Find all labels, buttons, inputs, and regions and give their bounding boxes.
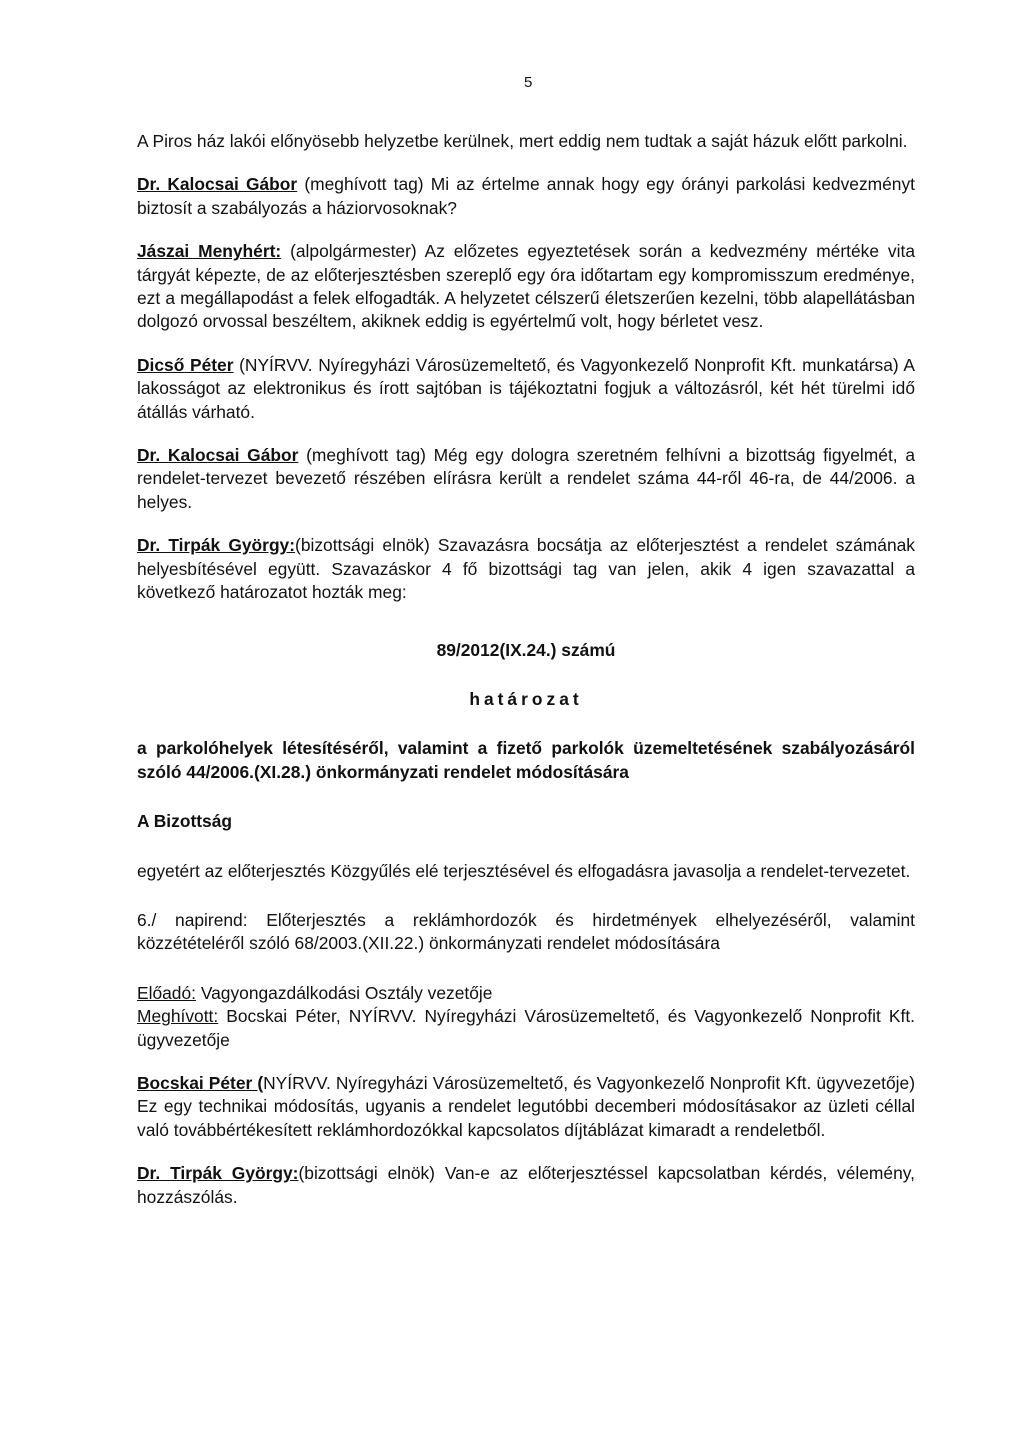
- speech-text: (NYÍRVV. Nyíregyházi Városüzemeltető, és Vagyonkezelő Nonprofit Kft. munkatársa) A lakosságot az elektronikus és írott sajtóban is tájékoztatni fogjuk a változásról, két hét türelmi idő átállás várható.: [137, 354, 915, 422]
- paragraph-tirpak-vote: [137, 534, 915, 604]
- committee-heading: A Bizottság: [137, 811, 233, 832]
- speech-text: (alpolgármester) Az előzetes egyeztetések során a kedvezmény mértéke vita tárgyát képezte, de az előterjesztésben szereplő egy óra időtartam egy kompromisszum eredménye, ezt a megállapodást a felek elfogadták. A helyzetet célszerű életszerűen kezelni, több alapellátásban dolgozó orvossal beszéltem, akiknek eddig is egyértelmű volt, hogy bérletet vesz.: [137, 241, 915, 332]
- speaker-name: Dr. Tirpák György:: [137, 1163, 299, 1184]
- speech-text: (bizottsági elnök) Szavazásra bocsátja az előterjesztést a rendelet számának helyesbítésével együtt. Szavazáskor 4 fő bizottsági tag van jelen, akik 4 igen szavazattal a következő határozatot hozták meg:: [137, 535, 915, 603]
- page-number: 5: [524, 74, 533, 91]
- agenda-item: 6./ napirend: Előterjesztés a reklámhordozók és hirdetmények elhelyezéséről, valamint közzétételéről szóló 68/2003.(XII.22.) önkormányzati rendelet módosítására: [137, 909, 915, 954]
- invited-label: Meghívott:: [137, 1006, 219, 1027]
- resolution-number: 89/2012(IX.24.) számú: [436, 639, 616, 660]
- committee-decision: egyetért az előterjesztés Közgyűlés elé terjesztésével és elfogadásra javasolja a rendelet-tervezetet.: [137, 860, 911, 881]
- speaker-name: Dr. Kalocsai Gábor: [137, 445, 299, 466]
- resolution-title: a parkolóhelyek létesítéséről, valamint a fizető parkolók üzemeltetésének szabályozásáról szóló 44/2006.(XI.28.) önkormányzati rendelet módosítására: [137, 738, 915, 782]
- speech-text: (bizottsági elnök) Van-e az előterjesztéssel kapcsolatban kérdés, vélemény, hozzászólás.: [137, 1163, 915, 1207]
- presenter-block: [137, 982, 915, 1052]
- speaker-name: Jászai Menyhért:: [137, 241, 282, 262]
- speaker-name: Dr. Tirpák György:: [137, 535, 296, 556]
- paragraph-kalocsai-question: [137, 173, 915, 220]
- speaker-name: Dr. Kalocsai Gábor: [137, 174, 298, 195]
- speech-text: (meghívott tag) Még egy dologra szeretném felhívni a bizottság figyelmét, a rendelet-tervezet bevezető részében elírásra került a rendelet száma 44-ről 46-ra, de 44/2006. a helyes.: [137, 445, 915, 512]
- paragraph-tirpak-question: [137, 1162, 915, 1209]
- paragraph-intro: A Piros ház lakói előnyösebb helyzetbe kerülnek, mert eddig nem tudtak a saját házuk előtt parkolni.: [137, 131, 908, 151]
- presenter-label: Előadó:: [137, 982, 196, 1003]
- speech-text: NYÍRVV. Nyíregyházi Városüzemeltető, és Vagyonkezelő Nonprofit Kft. ügyvezetője) Ez egy technikai módosítás, ugyanis a rendelet legutóbbi decemberi módosításakor az üzleti céllal való továbbértékesített reklámhordozókkal kapcsolatos díjtáblázat kimaradt a rendeletből.: [137, 1072, 915, 1140]
- paragraph-bocskai: [137, 1072, 915, 1142]
- resolution-heading: határozat: [469, 688, 583, 709]
- speaker-name: Dicső Péter: [137, 354, 234, 375]
- paragraph-dicso: [137, 354, 915, 424]
- paragraph-kalocsai-note: [137, 444, 915, 514]
- paragraph-jaszai-answer: [137, 240, 915, 334]
- presenter-text: Vagyongazdálkodási Osztály vezetője: [195, 982, 493, 1003]
- speaker-name: Bocskai Péter (: [137, 1072, 264, 1093]
- invited-text: Bocskai Péter, NYÍRVV. Nyíregyházi Városüzemeltető, és Vagyonkezelő Nonprofit Kft. ügyvezetője: [137, 1006, 915, 1050]
- document-body: [137, 130, 915, 1229]
- speech-text: (meghívott tag) Mi az értelme annak hogy egy órányi parkolási kedvezményt biztosít a szabályozás a háziorvosoknak?: [137, 174, 915, 218]
